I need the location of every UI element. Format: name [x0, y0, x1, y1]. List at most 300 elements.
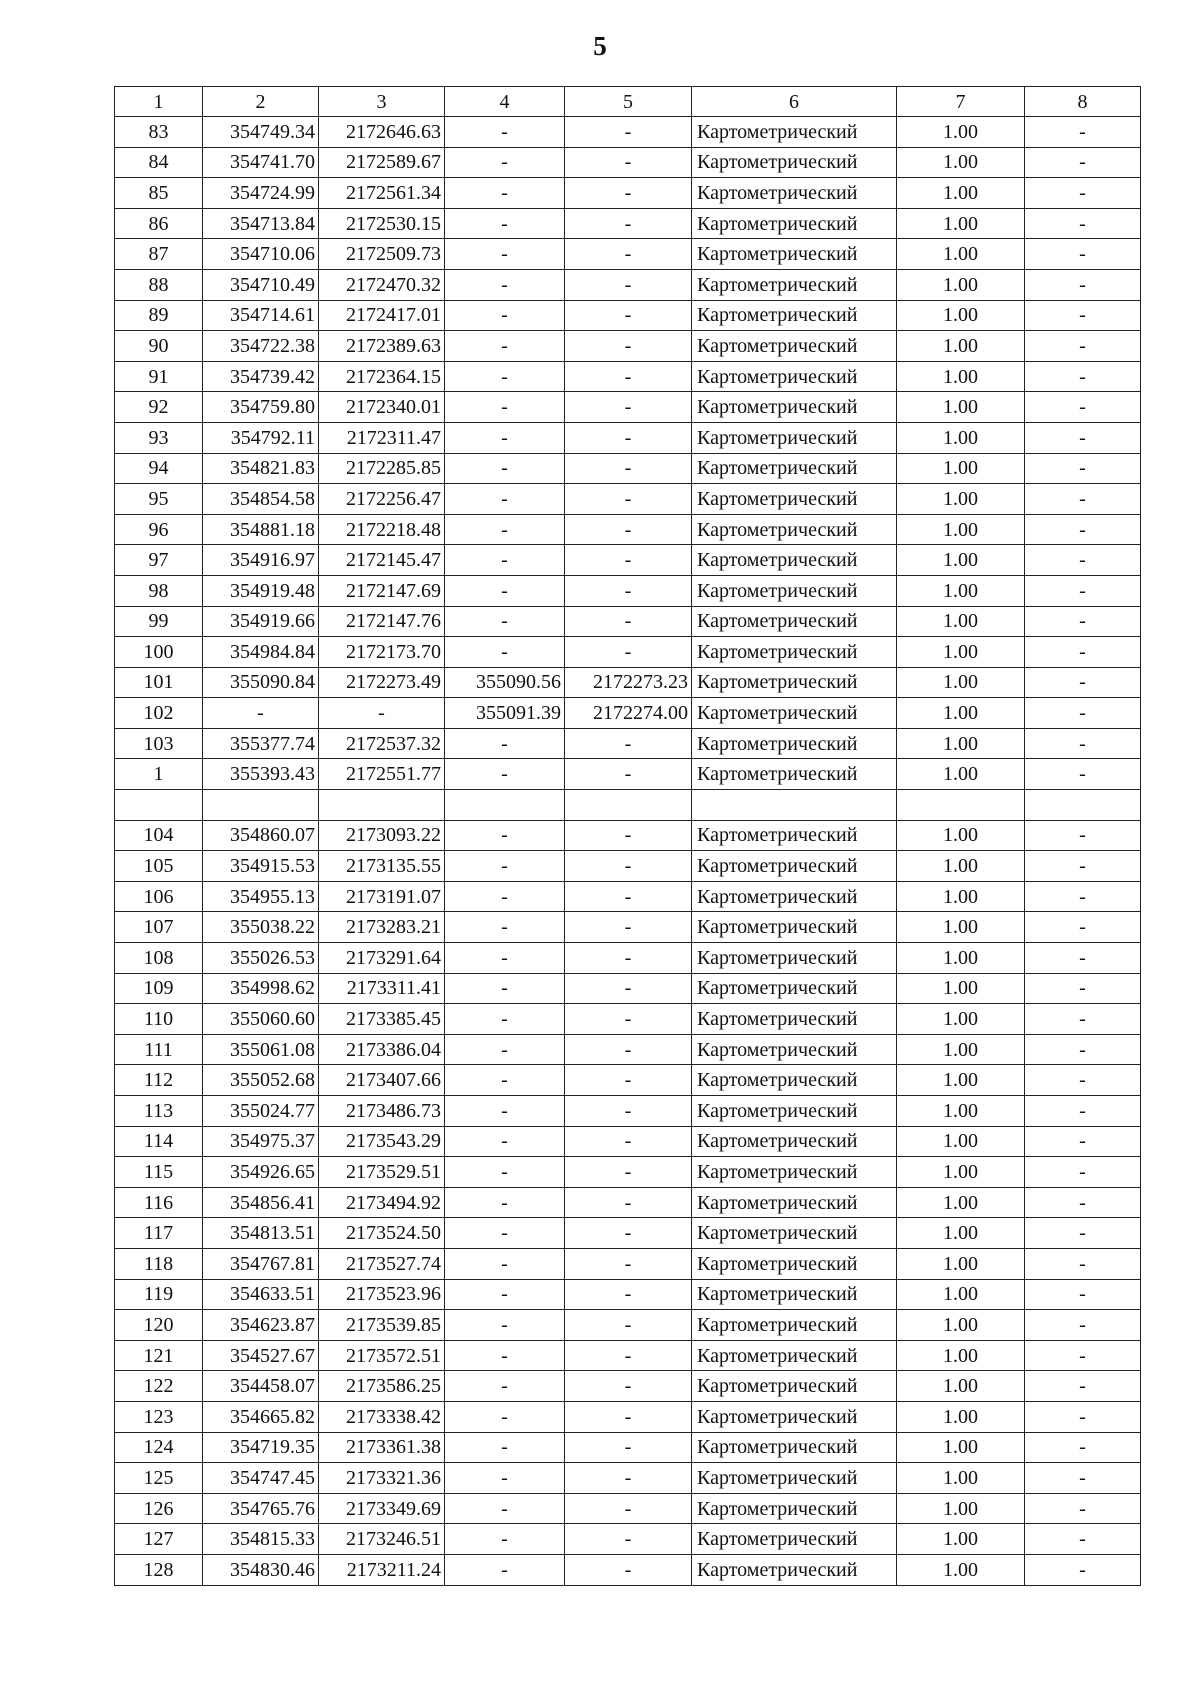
method-cell: Картометрический — [692, 269, 897, 300]
description-cell: - — [1025, 728, 1141, 759]
y-previous-cell: - — [565, 331, 692, 362]
description-cell: - — [1025, 1187, 1141, 1218]
description-cell — [1025, 790, 1141, 821]
accuracy-cell: 1.00 — [897, 484, 1025, 515]
x-previous-cell: - — [445, 1065, 565, 1096]
table-row — [115, 269, 1141, 300]
x-coordinate-cell: 355060.60 — [203, 1004, 319, 1035]
x-previous-cell: - — [445, 1034, 565, 1065]
y-previous-cell: - — [565, 361, 692, 392]
method-cell: Картометрический — [692, 637, 897, 668]
accuracy-cell: 1.00 — [897, 606, 1025, 637]
accuracy-cell: 1.00 — [897, 1218, 1025, 1249]
table-row — [115, 208, 1141, 239]
description-cell: - — [1025, 973, 1141, 1004]
point-number-cell: 98 — [115, 575, 203, 606]
accuracy-cell: 1.00 — [897, 637, 1025, 668]
accuracy-cell: 1.00 — [897, 331, 1025, 362]
x-previous-cell: 355090.56 — [445, 667, 565, 698]
description-cell: - — [1025, 637, 1141, 668]
description-cell: - — [1025, 698, 1141, 729]
table-row — [115, 790, 1141, 821]
y-coordinate-cell: 2173527.74 — [319, 1248, 445, 1279]
x-coordinate-cell: 354710.49 — [203, 269, 319, 300]
x-previous-cell: - — [445, 1096, 565, 1127]
description-cell: - — [1025, 1126, 1141, 1157]
y-coordinate-cell: 2172589.67 — [319, 147, 445, 178]
x-previous-cell: - — [445, 1310, 565, 1341]
point-number-cell: 83 — [115, 117, 203, 148]
accuracy-cell: 1.00 — [897, 1371, 1025, 1402]
point-number-cell: 112 — [115, 1065, 203, 1096]
table-row — [115, 1493, 1141, 1524]
y-coordinate-cell: 2173524.50 — [319, 1218, 445, 1249]
description-cell: - — [1025, 759, 1141, 790]
accuracy-cell: 1.00 — [897, 1432, 1025, 1463]
x-previous-cell: - — [445, 300, 565, 331]
column-header-5: 5 — [565, 87, 692, 117]
accuracy-cell: 1.00 — [897, 943, 1025, 974]
y-previous-cell: - — [565, 117, 692, 148]
x-coordinate-cell: 354747.45 — [203, 1463, 319, 1494]
point-number-cell: 126 — [115, 1493, 203, 1524]
method-cell: Картометрический — [692, 1034, 897, 1065]
description-cell: - — [1025, 1340, 1141, 1371]
x-coordinate-cell: 354854.58 — [203, 484, 319, 515]
accuracy-cell: 1.00 — [897, 208, 1025, 239]
description-cell: - — [1025, 1432, 1141, 1463]
x-coordinate-cell — [203, 790, 319, 821]
x-coordinate-cell: 354813.51 — [203, 1218, 319, 1249]
point-number-cell: 120 — [115, 1310, 203, 1341]
x-previous-cell: - — [445, 881, 565, 912]
method-cell: Картометрический — [692, 667, 897, 698]
x-coordinate-cell: 355052.68 — [203, 1065, 319, 1096]
y-coordinate-cell: 2173523.96 — [319, 1279, 445, 1310]
method-cell: Картометрический — [692, 1432, 897, 1463]
accuracy-cell — [897, 790, 1025, 821]
method-cell: Картометрический — [692, 392, 897, 423]
y-coordinate-cell: 2173311.41 — [319, 973, 445, 1004]
y-coordinate-cell: 2173572.51 — [319, 1340, 445, 1371]
y-previous-cell: - — [565, 1065, 692, 1096]
x-previous-cell: - — [445, 1187, 565, 1218]
method-cell: Картометрический — [692, 208, 897, 239]
x-previous-cell: - — [445, 637, 565, 668]
x-coordinate-cell: 354821.83 — [203, 453, 319, 484]
table-row — [115, 820, 1141, 851]
table-row — [115, 147, 1141, 178]
point-number-cell: 124 — [115, 1432, 203, 1463]
description-cell: - — [1025, 881, 1141, 912]
x-previous-cell: - — [445, 1279, 565, 1310]
y-previous-cell: 2172274.00 — [565, 698, 692, 729]
accuracy-cell: 1.00 — [897, 698, 1025, 729]
point-number-cell: 123 — [115, 1401, 203, 1432]
method-cell: Картометрический — [692, 1340, 897, 1371]
x-coordinate-cell: 354623.87 — [203, 1310, 319, 1341]
y-coordinate-cell: 2172364.15 — [319, 361, 445, 392]
y-previous-cell: - — [565, 514, 692, 545]
description-cell: - — [1025, 422, 1141, 453]
point-number-cell: 102 — [115, 698, 203, 729]
table-row — [115, 1401, 1141, 1432]
y-coordinate-cell: 2173349.69 — [319, 1493, 445, 1524]
method-cell: Картометрический — [692, 1248, 897, 1279]
description-cell: - — [1025, 1248, 1141, 1279]
point-number-cell: 94 — [115, 453, 203, 484]
y-previous-cell: - — [565, 1157, 692, 1188]
point-number-cell: 107 — [115, 912, 203, 943]
accuracy-cell: 1.00 — [897, 300, 1025, 331]
x-coordinate-cell: 354860.07 — [203, 820, 319, 851]
accuracy-cell: 1.00 — [897, 1340, 1025, 1371]
x-previous-cell: - — [445, 1493, 565, 1524]
accuracy-cell: 1.00 — [897, 239, 1025, 270]
y-coordinate-cell: 2172470.32 — [319, 269, 445, 300]
x-coordinate-cell: 354856.41 — [203, 1187, 319, 1218]
description-cell: - — [1025, 1493, 1141, 1524]
x-coordinate-cell: 354792.11 — [203, 422, 319, 453]
description-cell: - — [1025, 1279, 1141, 1310]
method-cell: Картометрический — [692, 514, 897, 545]
y-coordinate-cell: 2173135.55 — [319, 851, 445, 882]
y-previous-cell: - — [565, 1310, 692, 1341]
point-number-cell: 91 — [115, 361, 203, 392]
table-row — [115, 361, 1141, 392]
point-number-cell: 108 — [115, 943, 203, 974]
description-cell: - — [1025, 1524, 1141, 1555]
point-number-cell: 90 — [115, 331, 203, 362]
x-coordinate-cell: 354713.84 — [203, 208, 319, 239]
description-cell: - — [1025, 208, 1141, 239]
accuracy-cell: 1.00 — [897, 1279, 1025, 1310]
table-row — [115, 422, 1141, 453]
accuracy-cell: 1.00 — [897, 1310, 1025, 1341]
x-previous-cell: - — [445, 973, 565, 1004]
method-cell: Картометрический — [692, 1096, 897, 1127]
method-cell: Картометрический — [692, 851, 897, 882]
table-row — [115, 1463, 1141, 1494]
x-coordinate-cell: 354919.48 — [203, 575, 319, 606]
x-coordinate-cell: 354527.67 — [203, 1340, 319, 1371]
table-row — [115, 1524, 1141, 1555]
method-cell: Картометрический — [692, 361, 897, 392]
x-previous-cell: - — [445, 147, 565, 178]
method-cell: Картометрический — [692, 728, 897, 759]
column-header-8: 8 — [1025, 87, 1141, 117]
table-row — [115, 178, 1141, 209]
x-previous-cell: - — [445, 545, 565, 576]
accuracy-cell: 1.00 — [897, 820, 1025, 851]
accuracy-cell: 1.00 — [897, 1248, 1025, 1279]
x-coordinate-cell: 354458.07 — [203, 1371, 319, 1402]
table-row — [115, 300, 1141, 331]
y-coordinate-cell: 2173586.25 — [319, 1371, 445, 1402]
accuracy-cell: 1.00 — [897, 117, 1025, 148]
x-coordinate-cell: - — [203, 698, 319, 729]
table-row — [115, 484, 1141, 515]
x-coordinate-cell: 354765.76 — [203, 1493, 319, 1524]
method-cell: Картометрический — [692, 1493, 897, 1524]
description-cell: - — [1025, 820, 1141, 851]
y-coordinate-cell: 2172509.73 — [319, 239, 445, 270]
y-coordinate-cell: 2173291.64 — [319, 943, 445, 974]
point-number-cell: 99 — [115, 606, 203, 637]
x-previous-cell: - — [445, 1432, 565, 1463]
x-previous-cell: - — [445, 1340, 565, 1371]
accuracy-cell: 1.00 — [897, 269, 1025, 300]
x-coordinate-cell: 354724.99 — [203, 178, 319, 209]
y-previous-cell: - — [565, 392, 692, 423]
method-cell: Картометрический — [692, 117, 897, 148]
point-number-cell: 84 — [115, 147, 203, 178]
y-coordinate-cell: 2173246.51 — [319, 1524, 445, 1555]
y-coordinate-cell: 2172389.63 — [319, 331, 445, 362]
y-coordinate-cell: 2172147.69 — [319, 575, 445, 606]
accuracy-cell: 1.00 — [897, 851, 1025, 882]
table-row — [115, 606, 1141, 637]
table-row — [115, 1340, 1141, 1371]
point-number-cell: 95 — [115, 484, 203, 515]
table-row — [115, 575, 1141, 606]
x-previous-cell: - — [445, 208, 565, 239]
column-header-7: 7 — [897, 87, 1025, 117]
point-number-cell: 127 — [115, 1524, 203, 1555]
point-number-cell: 88 — [115, 269, 203, 300]
y-previous-cell: - — [565, 1279, 692, 1310]
y-previous-cell: - — [565, 1218, 692, 1249]
x-previous-cell: - — [445, 392, 565, 423]
description-cell: - — [1025, 392, 1141, 423]
x-coordinate-cell: 354741.70 — [203, 147, 319, 178]
y-coordinate-cell: 2172551.77 — [319, 759, 445, 790]
y-previous-cell: - — [565, 422, 692, 453]
y-previous-cell: - — [565, 1432, 692, 1463]
coordinates-table — [114, 86, 1141, 1586]
column-header-1: 1 — [115, 87, 203, 117]
x-previous-cell: - — [445, 1524, 565, 1555]
y-previous-cell: - — [565, 1096, 692, 1127]
y-previous-cell: - — [565, 147, 692, 178]
accuracy-cell: 1.00 — [897, 392, 1025, 423]
x-previous-cell — [445, 790, 565, 821]
table-row — [115, 912, 1141, 943]
y-previous-cell: - — [565, 728, 692, 759]
point-number-cell: 109 — [115, 973, 203, 1004]
column-header-6: 6 — [692, 87, 897, 117]
method-cell: Картометрический — [692, 331, 897, 362]
y-previous-cell: - — [565, 1248, 692, 1279]
accuracy-cell: 1.00 — [897, 514, 1025, 545]
x-coordinate-cell: 354998.62 — [203, 973, 319, 1004]
accuracy-cell: 1.00 — [897, 728, 1025, 759]
description-cell: - — [1025, 269, 1141, 300]
y-previous-cell: - — [565, 606, 692, 637]
x-coordinate-cell: 354955.13 — [203, 881, 319, 912]
table-row — [115, 331, 1141, 362]
method-cell: Картометрический — [692, 1126, 897, 1157]
method-cell: Картометрический — [692, 1218, 897, 1249]
y-previous-cell: 2172273.23 — [565, 667, 692, 698]
description-cell: - — [1025, 912, 1141, 943]
accuracy-cell: 1.00 — [897, 422, 1025, 453]
y-coordinate-cell: 2172256.47 — [319, 484, 445, 515]
y-coordinate-cell: 2173321.36 — [319, 1463, 445, 1494]
table-row — [115, 117, 1141, 148]
y-previous-cell: - — [565, 1004, 692, 1035]
y-previous-cell: - — [565, 1493, 692, 1524]
method-cell: Картометрический — [692, 147, 897, 178]
x-coordinate-cell: 354722.38 — [203, 331, 319, 362]
accuracy-cell: 1.00 — [897, 973, 1025, 1004]
x-previous-cell: - — [445, 728, 565, 759]
y-coordinate-cell: 2172340.01 — [319, 392, 445, 423]
description-cell: - — [1025, 943, 1141, 974]
accuracy-cell: 1.00 — [897, 453, 1025, 484]
point-number-cell: 97 — [115, 545, 203, 576]
y-previous-cell: - — [565, 239, 692, 270]
description-cell: - — [1025, 1218, 1141, 1249]
method-cell: Картометрический — [692, 1524, 897, 1555]
table-row — [115, 637, 1141, 668]
point-number-cell: 113 — [115, 1096, 203, 1127]
point-number-cell: 100 — [115, 637, 203, 668]
y-previous-cell: - — [565, 545, 692, 576]
method-cell — [692, 790, 897, 821]
table-row — [115, 1310, 1141, 1341]
accuracy-cell: 1.00 — [897, 361, 1025, 392]
accuracy-cell: 1.00 — [897, 1157, 1025, 1188]
table-row — [115, 1126, 1141, 1157]
point-number-cell: 119 — [115, 1279, 203, 1310]
description-cell: - — [1025, 514, 1141, 545]
y-coordinate-cell: 2173407.66 — [319, 1065, 445, 1096]
x-coordinate-cell: 355393.43 — [203, 759, 319, 790]
x-coordinate-cell: 354759.80 — [203, 392, 319, 423]
y-previous-cell: - — [565, 484, 692, 515]
method-cell: Картометрический — [692, 1310, 897, 1341]
table-row — [115, 973, 1141, 1004]
accuracy-cell: 1.00 — [897, 1493, 1025, 1524]
accuracy-cell: 1.00 — [897, 147, 1025, 178]
x-coordinate-cell: 354719.35 — [203, 1432, 319, 1463]
x-previous-cell: - — [445, 851, 565, 882]
point-number-cell: 92 — [115, 392, 203, 423]
description-cell: - — [1025, 1096, 1141, 1127]
x-coordinate-cell: 354815.33 — [203, 1524, 319, 1555]
table-row — [115, 392, 1141, 423]
method-cell: Картометрический — [692, 545, 897, 576]
point-number-cell: 122 — [115, 1371, 203, 1402]
accuracy-cell: 1.00 — [897, 1401, 1025, 1432]
method-cell: Картометрический — [692, 178, 897, 209]
description-cell: - — [1025, 1310, 1141, 1341]
table-header-row — [115, 87, 1141, 117]
point-number-cell: 114 — [115, 1126, 203, 1157]
x-previous-cell: - — [445, 514, 565, 545]
point-number-cell: 89 — [115, 300, 203, 331]
table-row — [115, 698, 1141, 729]
point-number-cell: 106 — [115, 881, 203, 912]
y-previous-cell: - — [565, 820, 692, 851]
y-coordinate-cell: 2172285.85 — [319, 453, 445, 484]
point-number-cell — [115, 790, 203, 821]
y-coordinate-cell: 2172218.48 — [319, 514, 445, 545]
point-number-cell: 125 — [115, 1463, 203, 1494]
x-coordinate-cell: 355090.84 — [203, 667, 319, 698]
x-coordinate-cell: 354767.81 — [203, 1248, 319, 1279]
description-cell: - — [1025, 545, 1141, 576]
x-coordinate-cell: 354665.82 — [203, 1401, 319, 1432]
x-previous-cell: - — [445, 1248, 565, 1279]
column-header-2: 2 — [203, 87, 319, 117]
description-cell: - — [1025, 1554, 1141, 1585]
description-cell: - — [1025, 117, 1141, 148]
y-previous-cell: - — [565, 1554, 692, 1585]
method-cell: Картометрический — [692, 575, 897, 606]
y-previous-cell: - — [565, 269, 692, 300]
table-row — [115, 759, 1141, 790]
point-number-cell: 96 — [115, 514, 203, 545]
description-cell: - — [1025, 1004, 1141, 1035]
y-previous-cell: - — [565, 300, 692, 331]
y-coordinate-cell: 2173539.85 — [319, 1310, 445, 1341]
y-coordinate-cell: 2172145.47 — [319, 545, 445, 576]
description-cell: - — [1025, 178, 1141, 209]
x-coordinate-cell: 354919.66 — [203, 606, 319, 637]
y-previous-cell: - — [565, 178, 692, 209]
x-previous-cell: - — [445, 1554, 565, 1585]
x-coordinate-cell: 355026.53 — [203, 943, 319, 974]
method-cell: Картометрический — [692, 1463, 897, 1494]
y-previous-cell: - — [565, 943, 692, 974]
table-row — [115, 667, 1141, 698]
table-row — [115, 239, 1141, 270]
point-number-cell: 128 — [115, 1554, 203, 1585]
description-cell: - — [1025, 575, 1141, 606]
y-previous-cell: - — [565, 759, 692, 790]
point-number-cell: 116 — [115, 1187, 203, 1218]
table-row — [115, 453, 1141, 484]
point-number-cell: 121 — [115, 1340, 203, 1371]
method-cell: Картометрический — [692, 943, 897, 974]
x-coordinate-cell: 354830.46 — [203, 1554, 319, 1585]
x-coordinate-cell: 355038.22 — [203, 912, 319, 943]
x-coordinate-cell: 354710.06 — [203, 239, 319, 270]
table-row — [115, 1432, 1141, 1463]
method-cell: Картометрический — [692, 1187, 897, 1218]
x-previous-cell: - — [445, 606, 565, 637]
table-row — [115, 1554, 1141, 1585]
description-cell: - — [1025, 1034, 1141, 1065]
method-cell: Картометрический — [692, 973, 897, 1004]
y-coordinate-cell: 2173093.22 — [319, 820, 445, 851]
y-previous-cell: - — [565, 912, 692, 943]
y-previous-cell: - — [565, 1187, 692, 1218]
y-coordinate-cell: - — [319, 698, 445, 729]
y-coordinate-cell — [319, 790, 445, 821]
point-number-cell: 110 — [115, 1004, 203, 1035]
column-header-3: 3 — [319, 87, 445, 117]
x-previous-cell: - — [445, 1463, 565, 1494]
point-number-cell: 104 — [115, 820, 203, 851]
description-cell: - — [1025, 1065, 1141, 1096]
column-header-4: 4 — [445, 87, 565, 117]
y-coordinate-cell: 2173283.21 — [319, 912, 445, 943]
table-row — [115, 1371, 1141, 1402]
description-cell: - — [1025, 361, 1141, 392]
